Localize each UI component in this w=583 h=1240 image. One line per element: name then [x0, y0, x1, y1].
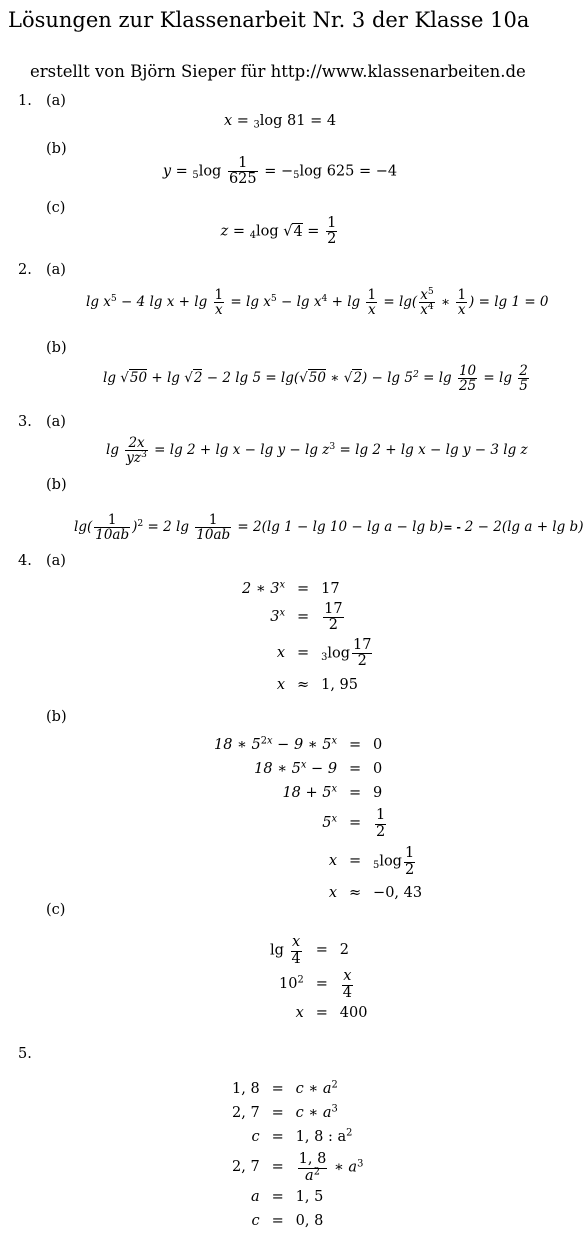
- equation-system-4b: 18 ∗ $5^{2x} - 9$ ∗ 5$^x$ = 0 18 ∗ $5^x - 9$ = 0 $18 + 5^x$ = 9 5$^x$ = $\frac{1}{2}$ x = $_5$log $\frac{1}{2}$ x ≈ −0, 43: [214, 735, 423, 902]
- problem-number-1: 1.: [18, 93, 32, 109]
- part-label-3b: (b): [46, 477, 67, 493]
- problem-number-3: 3.: [18, 414, 32, 430]
- equation-3a: lg $\frac{2x}{yz^3}$ = $\lg 2 + \lg x - \lg y - \lg z^3 = \lg 2 + \lg x - \lg y - 3$ lg z: [106, 435, 528, 467]
- equation-system-4c: lg $\frac{x}{4}$ = 2 $10^2$ = $\frac{x}{4}$ x = 400: [270, 934, 368, 1022]
- part-label-4a: (a): [46, 553, 66, 569]
- equation-system-4a: 2 ∗ 3$^x$ = 17 3$^x$ = $\frac{17}{2}$ x = $_3$log $\frac{17}{2}$ x ≈ 1, 95: [242, 579, 372, 693]
- part-label-4c: (c): [46, 902, 66, 918]
- author-line: erstellt von Björn Sieper für http://www.klassenarbeiten.de: [30, 62, 526, 81]
- equation-1b: y = $_5$log $\frac{1}{625}$ = $-_5\log$ 625 = −4: [162, 155, 398, 188]
- part-label-2a: (a): [46, 262, 66, 278]
- equation-1a: x = $_3$log 81 = 4: [223, 113, 337, 131]
- problem-number-2: 2.: [18, 262, 32, 278]
- part-label-3a: (a): [46, 414, 66, 430]
- equation-1c: z = $_4$log √4 = $\frac{1}{2}$: [220, 215, 337, 248]
- part-label-1c: (c): [46, 200, 66, 216]
- part-label-1a: (a): [46, 93, 66, 109]
- page-title: Lösungen zur Klassenarbeit Nr. 3 der Klasse 10a: [8, 8, 530, 32]
- problem-number-4: 4.: [18, 553, 32, 569]
- problem-number-5: 5.: [18, 1046, 32, 1062]
- equation-2b: lg √50 + lg √2 − 2 lg 5 = lg(√50 ∗ $√2) - \lg 5^2 = \lg$ $\frac{10}{25}$ = lg $\frac{2}{5}$: [103, 363, 528, 395]
- part-label-2b: (b): [46, 340, 67, 356]
- part-label-4b: (b): [46, 709, 67, 725]
- equation-system-5: 1, 8 = c ∗ $a^2$ 2, 7 = c ∗ $a^3$ c = 1, 8 : $a^2$ 2, 7 = $\frac{1, 8}{a^2}$ ∗ $a^3$ a = 1, 5 c = 0, 8: [232, 1079, 364, 1230]
- part-label-1b: (b): [46, 141, 67, 157]
- equation-2a: $\lg x^5 - 4$ lg x + lg $\frac{1}{x}$ = $\lg x^5 - \lg x^4 + \lg$ $\frac{1}{x}$ = lg( $\frac{x^5}{x^4}$ ∗ $\frac{1}{x}$ ) = lg 1 = 0: [86, 285, 549, 319]
- equation-3b: lg( $\frac{1}{10ab}$ )$^2$ = 2 lg $\frac{1}{10ab}$ = 2(lg 1 − lg 10 − lg a − lg b)= - 2 − 2(lg a + lg b): [74, 512, 583, 544]
